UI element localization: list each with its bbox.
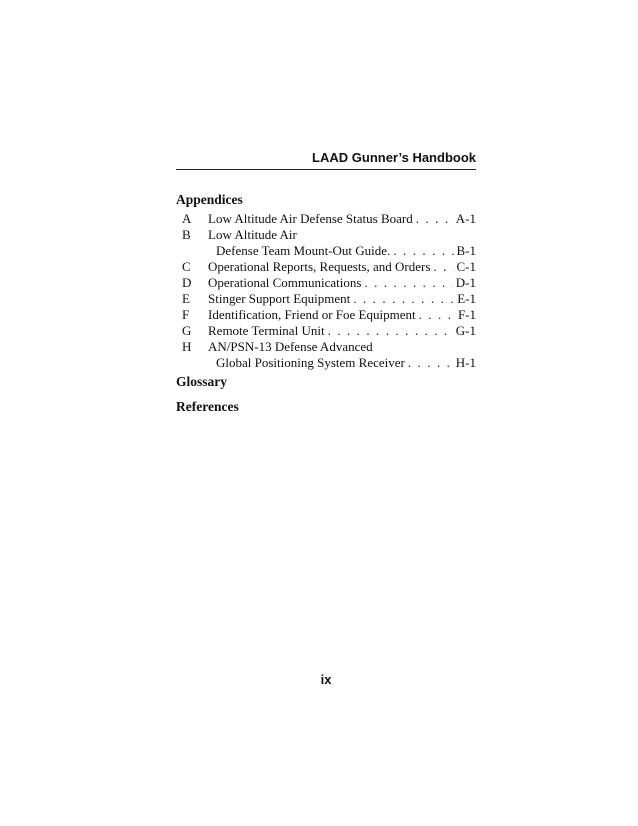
toc-page-number: B-1 [456, 243, 476, 258]
dot-leader [419, 307, 455, 323]
header-rule [176, 169, 476, 170]
toc-line [208, 243, 476, 259]
toc-page-number: C-1 [456, 259, 476, 274]
toc-letter: F [182, 307, 190, 322]
toc-page-number: F-1 [457, 307, 476, 322]
toc-page-number: D-1 [455, 275, 476, 290]
toc-letter: D [182, 275, 192, 290]
toc-line [208, 307, 476, 323]
toc-line [208, 323, 476, 339]
dot-leader [353, 291, 454, 307]
toc-line [208, 275, 476, 291]
dot-leader [433, 259, 453, 275]
appendices-toc-list [176, 211, 476, 371]
toc-entry-g[interactable] [176, 323, 476, 339]
toc-title: Stinger Support Equipment [208, 291, 351, 306]
toc-title-line-1: Low Altitude Air [208, 227, 297, 242]
toc-letter: C [182, 259, 191, 274]
toc-entry-c[interactable] [176, 259, 476, 275]
toc-line [208, 355, 476, 371]
dot-leader [393, 243, 453, 259]
toc-entry-h[interactable] [176, 339, 476, 371]
references-heading[interactable]: References [176, 399, 239, 414]
page-number: ix [320, 672, 332, 687]
toc-title: Low Altitude Air Defense Status Board [208, 211, 413, 226]
toc-letter: A [182, 211, 192, 226]
toc-title: Remote Terminal Unit [208, 323, 325, 338]
appendices-heading: Appendices [176, 192, 243, 207]
toc-letter: H [182, 339, 192, 354]
toc-page-number: H-1 [455, 355, 476, 370]
toc-letter: G [182, 323, 192, 338]
toc-page-number: E-1 [457, 291, 476, 306]
dot-leader [408, 355, 453, 371]
toc-line [208, 291, 476, 307]
toc-page-number: G-1 [455, 323, 476, 338]
toc-title: Operational Reports, Requests, and Orders [208, 259, 431, 274]
toc-entry-e[interactable] [176, 291, 476, 307]
dot-leader [416, 211, 453, 227]
toc-line [208, 259, 476, 275]
toc-title: Operational Communications [208, 275, 362, 290]
toc-title: Identification, Friend or Foe Equipment [208, 307, 416, 322]
toc-letter: E [182, 291, 190, 306]
glossary-heading[interactable]: Glossary [176, 374, 228, 389]
toc-entry-d[interactable] [176, 275, 476, 291]
toc-letter: B [182, 227, 191, 242]
toc-page-number: A-1 [455, 211, 476, 226]
toc-title-line-2: Defense Team Mount-Out Guide. [216, 243, 391, 258]
toc-entry-b[interactable] [176, 227, 476, 259]
running-header-title: LAAD Gunner’s Handbook [312, 150, 476, 165]
toc-line [208, 211, 476, 227]
toc-entry-f[interactable] [176, 307, 476, 323]
toc-title-line-1: AN/PSN-13 Defense Advanced [208, 339, 373, 354]
dot-leader [328, 323, 453, 339]
toc-title-line-2: Global Positioning System Receiver [216, 355, 405, 370]
dot-leader [364, 275, 452, 291]
toc-entry-a[interactable] [176, 211, 476, 227]
